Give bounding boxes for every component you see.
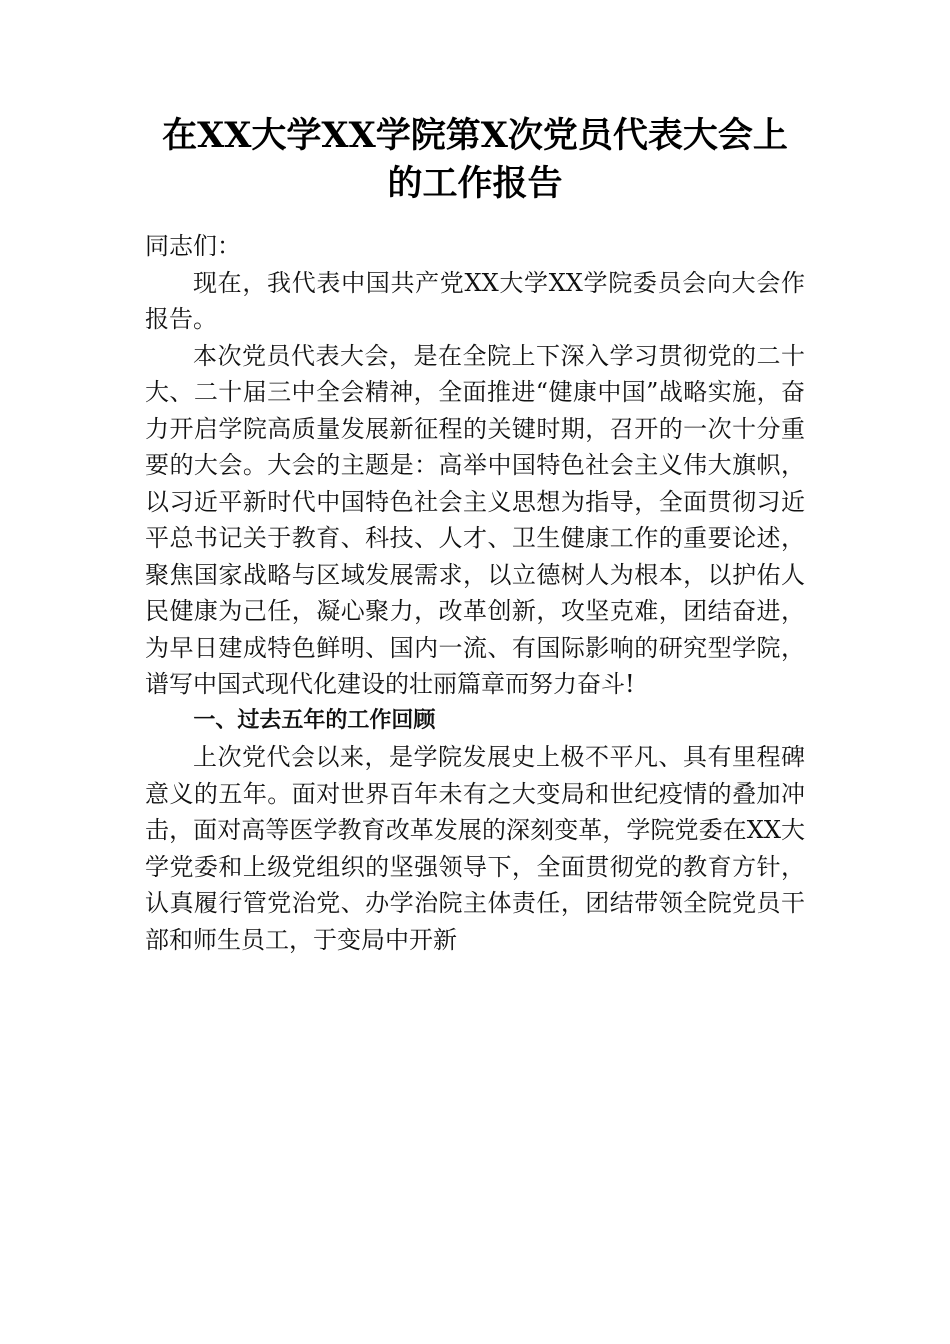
- document-title: [120, 112, 830, 208]
- title-line-1: 在XX大学XX学院第X次党员代表大会上: [162, 115, 788, 156]
- salutation: 同志们：: [145, 232, 241, 260]
- paragraph-theme: 本次党员代表大会，是在全院上下深入学习贯彻党的二十大、二十届三中全会精神，全面推进“健康中国”战略实施，奋力开启学院高质量发展新征程的关键时期，召开的一次十分重要的大会。大会的主题是：高举中国特色社会主义伟大旗帜，以习近平新时代中国特色社会主义思想为指导，全面贯彻习近平总书记关于教育、科技、人才、卫生健康工作的重要论述，聚焦国家战略与区域发展需求，以立德树人为根本，以护佑人民健康为己任，凝心聚力，改革创新，攻坚克难，团结奋进，为早日建成特色鲜明、国内一流、有国际影响的研究型学院，谱写中国式现代化建设的壮丽篇章而努力奋斗!: [145, 341, 805, 698]
- document-body: [145, 228, 805, 958]
- paragraph-intro: 现在，我代表中国共产党XX大学XX学院委员会向大会作报告。: [145, 268, 805, 333]
- paragraph-review: 上次党代会以来，是学院发展史上极不平凡、具有里程碑意义的五年。面对世界百年未有之大变局和世纪疫情的叠加冲击，面对高等医学教育改革发展的深刻变革，学院党委在XX大学党委和上级党组织的坚强领导下，全面贯彻党的教育方针，认真履行管党治党、办学治院主体责任，团结带领全院党员干部和师生员工，于变局中开新: [145, 743, 805, 954]
- title-line-2: 的工作报告: [387, 163, 563, 204]
- section-heading: 一、过去五年的工作回顾: [193, 707, 436, 733]
